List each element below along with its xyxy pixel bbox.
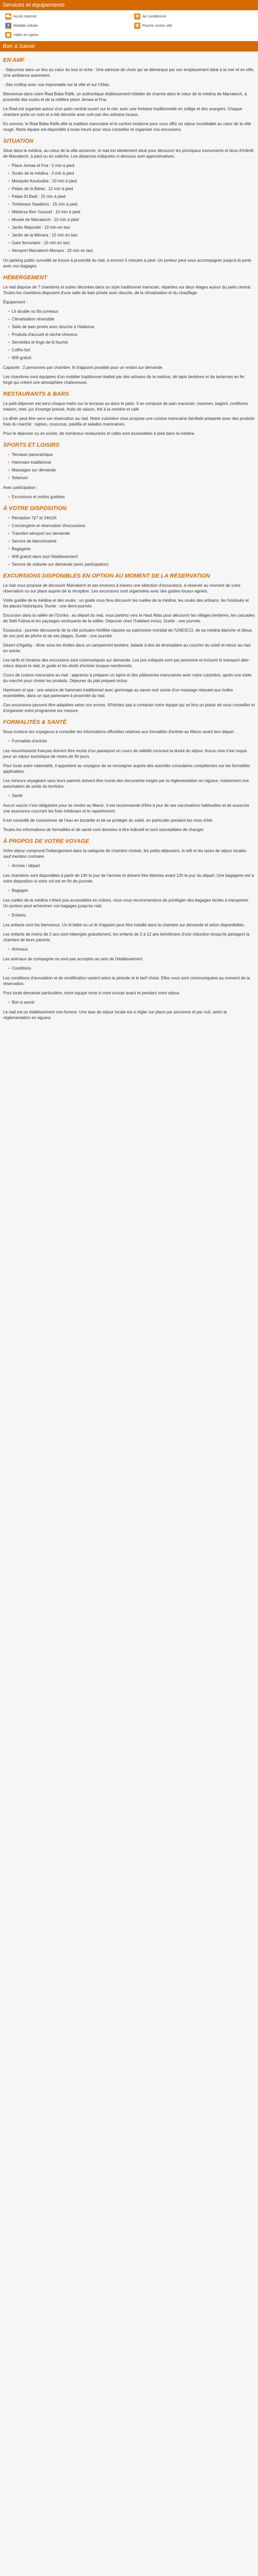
paragraph: Nous invitons les voyageurs à consulter les informations officielles relatives aux formalités d'entrée au Maroc avant leur départ.	[3, 730, 235, 734]
list-item	[8, 946, 255, 952]
bullet-list	[3, 515, 255, 567]
section-title-apropos: À PROPOS DE VOTRE VOYAGE	[3, 838, 89, 844]
section-title-disposition: À VOTRE DISPOSITION	[3, 505, 67, 512]
paragraph: Les ressortissants français doivent être munis d'un passeport en cours de validité couvrant la durée du séjour. Aucun visa n'est requis pour un séjour touristique de moins de 90 jours.	[3, 749, 247, 759]
bullet-list	[3, 888, 255, 893]
list-item	[8, 332, 255, 337]
list-item	[8, 965, 255, 971]
paragraph: Visite guidée de la médina et des souks : un guide vous fera découvrir les ruelles de la médina, les souks des artisans, les fondouks et les places historiques. Durée : une demi-journée.	[3, 598, 249, 608]
bullet-list	[3, 793, 255, 799]
paragraph: Les chambres sont disponibles à partir de 14h le jour de l'arrivée et doivent être libérées avant 12h le jour du départ. Une bagagerie est à votre disposition si votre vol est en fin de journée.	[3, 873, 254, 884]
section-title-bienvenue: EN AMF	[3, 57, 25, 63]
section-title-sports: SPORTS ET LOISIRS	[3, 442, 60, 448]
list-item	[8, 225, 255, 230]
list-item-text: Service de voiturier sur demande (avec participation)	[11, 562, 109, 567]
paragraph: Les mineurs voyageant sans leurs parents doivent être munis des documents exigés par la réglementation en vigueur, notamment une autorisation de sortie du territoire.	[3, 778, 249, 789]
list-item-text: Conciergerie et réservation d'excursions	[11, 523, 86, 528]
aircon-icon: ❄	[134, 13, 140, 20]
paragraph: Toutes les informations de formalités et de santé sont données à titre indicatif et sont susceptibles de changer.	[3, 827, 205, 832]
paragraph: Désert d'Agafay : dîner sous les étoiles dans un campement berbère, balade à dos de dromadaire au coucher du soleil et retour au riad en soirée.	[3, 643, 251, 653]
paragraph: Hammam et spa : une séance de hammam traditionnel avec gommage au savon noir suivie d'un massage relaxant aux huiles essentielles, dans un spa partenaire à proximité du riad.	[3, 688, 233, 698]
list-item	[8, 163, 255, 168]
section-title-restauration: RESTAURANTS & BARS	[3, 391, 69, 397]
paragraph: Les animaux de compagnie ne sont pas acceptés au sein de l'établissement.	[3, 957, 143, 961]
service-label: Accès Internet	[13, 14, 37, 19]
list-item-text: Salle de bain privée avec douche à l'italienne	[11, 325, 94, 329]
paragraph: Les conditions d'annulation et de modification varient selon la période et le tarif choisi. Elles vous sont communiquées au moment de la réservation.	[3, 976, 250, 986]
paragraph: Le riad vous propose de découvrir Marrakech et ses environs à travers une sélection d'excursions, à réserver au moment de votre réservation ou sur place auprès de la réception. Les excursions sont organisées avec des guides locaux agréés.	[3, 583, 240, 594]
list-item	[8, 347, 255, 353]
paragraph: Pour le déjeuner ou en soirée, de nombreux restaurants et cafés sont accessibles à pied dans la médina.	[3, 431, 196, 436]
list-item-text: Jardin Majorelle : 10 min en taxi	[11, 225, 70, 230]
services-grid	[0, 10, 258, 41]
paragraph: Les ruelles de la médina n'étant pas accessibles en voiture, nous vous recommandons de privilégier des bagages faciles à transporter. Un porteur peut acheminer vos bagages jusqu'au riad.	[3, 898, 249, 908]
bullet-list	[3, 738, 255, 744]
list-item-text: Musée de Marrakech : 10 min à pied	[11, 217, 79, 222]
service-label: Vidéo en option	[13, 33, 39, 37]
list-item-text: Excursions et visites guidées	[11, 495, 65, 499]
list-item-text: Hammam traditionnel	[11, 460, 51, 465]
paragraph: Les enfants de moins de 2 ans sont hébergés gratuitement, les enfants de 2 à 12 ans bénéficient d'une réduction lorsqu'ils partagent la chambre de leurs parents.	[3, 932, 250, 942]
list-item-text: Service de blanchisserie	[11, 539, 57, 544]
list-item-text: Climatisation réversible	[11, 317, 55, 321]
list-item	[8, 888, 255, 893]
list-item	[8, 515, 255, 521]
list-item	[8, 546, 255, 552]
bullet-list	[3, 999, 255, 1005]
list-item-text: Aéroport Marrakech-Menara : 20 min en taxi	[11, 248, 93, 253]
paragraph: Excursion dans la vallée de l'Ourika : au départ du riad, vous partirez vers le Haut Atlas pour découvrir les villages berbères, les cascades de Setti Fatma et les paysages verdoyants de la vallée. Déjeuner chez l'habitant inclus. Durée : une journée.	[3, 613, 255, 623]
list-item	[8, 240, 255, 246]
list-item-text: Mosquée Koutoubia : 10 min à pied	[11, 179, 77, 183]
list-item	[8, 863, 255, 869]
paragraph: En somme, le Riad Baba Rafik allie la tradition marocaine et le confort moderne pour vous offrir un séjour inoubliable au cœur de la ville rouge. Notre équipe est disponible à toute heure pour vous conseiller et organiser vos excursions.	[3, 122, 251, 132]
paragraph: Il est conseillé de consommer de l'eau en bouteille et de se protéger du soleil, en particulier pendant les mois d'été.	[3, 818, 214, 823]
list-item	[8, 309, 255, 314]
list-item-text: Place Jemaa el Fna : 5 min à pied	[11, 163, 74, 168]
list-item-text: Solarium	[11, 476, 28, 480]
paragraph: Les tarifs et horaires des excursions sont communiqués sur demande. Les prix indiqués sont par personne et incluent le transport aller-retour depuis le riad, le guide et les droits d'entrée lorsque mentionnés.	[3, 658, 250, 668]
bullet-list	[3, 452, 255, 481]
list-item-text: Souks de la médina : 3 min à pied	[11, 171, 74, 176]
list-item	[8, 340, 255, 345]
bullet-list	[3, 309, 255, 361]
list-item	[8, 999, 255, 1005]
list-item-text: Bagagerie	[11, 547, 31, 551]
section-title-situation: SITUATION	[3, 138, 34, 144]
list-item	[8, 475, 255, 481]
list-item	[8, 201, 255, 207]
list-item-text: Santé	[11, 793, 23, 798]
list-item-text: Bagages	[11, 888, 28, 893]
list-item	[8, 738, 255, 744]
list-item	[8, 355, 255, 361]
service-item	[5, 13, 124, 20]
paragraph: Situé dans la médina, au cœur de la ville ancienne, le riad est idéalement situé pour découvrir les principaux monuments et lieux d'intérêt de Marrakech, à pied ou en calèche. Les distances indiquées ci-dessous sont approximatives.	[3, 148, 254, 159]
service-label: Proche centre ville	[142, 24, 172, 28]
list-item	[8, 171, 255, 176]
list-item	[8, 324, 255, 330]
section-title-formalites: FORMALITÉS & SANTÉ	[3, 719, 67, 725]
service-item	[134, 13, 253, 20]
list-item	[8, 232, 255, 238]
list-item	[8, 538, 255, 544]
list-item	[8, 523, 255, 529]
paragraph: Le Riad est organisé autour d'un patio central ouvert sur le ciel, avec une fontaine traditionnelle en zellige et des orangers. Chaque chambre porte un nom et a été décorée avec soin par des artisans locaux.	[3, 107, 243, 117]
list-item	[8, 554, 255, 560]
bullet-list	[3, 912, 255, 918]
list-item	[8, 467, 255, 473]
video-icon: ▣	[5, 32, 11, 38]
list-item-text: Produits d'accueil et sèche-cheveux	[11, 332, 78, 337]
paragraph: Équipement :	[3, 300, 28, 304]
list-item-text: Formalités d'entrée	[11, 739, 47, 743]
list-item-text: Lit double ou lits jumeaux	[11, 309, 59, 314]
list-item	[8, 452, 255, 457]
list-item-text: Animaux	[11, 947, 28, 952]
list-item	[8, 209, 255, 215]
paragraph: Votre séjour comprend l'hébergement dans la catégorie de chambre choisie, les petits-déjeuners, le wifi et les taxes de séjour locales sauf mention contraire.	[3, 849, 247, 859]
list-item-text: Jardin de la Ménara : 15 min en taxi	[11, 233, 77, 238]
list-item	[8, 793, 255, 799]
bullet-list	[3, 965, 255, 971]
wheelchair-icon: ♿	[6, 23, 11, 28]
list-item	[8, 248, 255, 253]
paragraph: Essaouira : journée découverte de la cité portuaire fortifiée classée au patrimoine mondial de l'UNESCO, de sa médina blanche et bleue, de son port de pêche et de ses plages. Durée : une journée.	[3, 628, 253, 638]
paragraph: - Séjournez dans un lieu au cœur du tout et riche : Une adresse de choix qui se démarque par son emplacement idéal à la mer et en ville, Une ambiance autrement.	[3, 67, 254, 78]
good-to-know-banner: Bon à Savoir	[0, 41, 258, 52]
list-item-text: Enfants	[11, 913, 26, 918]
bullet-list	[3, 946, 255, 952]
section-title-excursions: EXCURSIONS DISPONIBLES EN OPTION AU MOMENT DE LA RÉSERVATION	[3, 573, 210, 579]
list-item-text: Conditions	[11, 966, 31, 971]
list-item	[8, 494, 255, 500]
bullet-list	[3, 494, 255, 500]
list-item	[8, 531, 255, 536]
list-item	[8, 178, 255, 184]
list-item	[8, 912, 255, 918]
list-item-text: Terrasse panoramique	[11, 452, 53, 457]
service-item	[5, 32, 124, 38]
paragraph: Pour toute demande particulière, notre équipe reste à votre écoute avant et pendant votre séjour.	[3, 991, 181, 995]
pets-icon: ✿	[134, 23, 140, 29]
paragraph: Bienvenue dans notre Riad Baba Rafik, un authentique établissement hôtelier de charme dans le cœur de la médina de Marrakech, à proximité des souks et de la célèbre place Jemaa el Fna.	[3, 92, 247, 102]
paragraph: Le riad est un établissement non-fumeur. Une taxe de séjour locale est à régler sur place par personne et par nuit, selon la réglementation en vigueur.	[3, 1010, 227, 1020]
list-item-text: Palais El Badi : 15 min à pied	[11, 194, 66, 199]
paragraph: Capacité : 2 personnes par chambre, lit d'appoint possible pour un enfant sur demande.	[3, 365, 164, 370]
services-panel	[0, 0, 258, 41]
list-item-text: Bon à savoir	[11, 1000, 35, 1005]
car-icon: ⛟	[5, 14, 11, 19]
description-content	[0, 52, 258, 1030]
list-item	[8, 194, 255, 199]
list-item-text: Transfert aéroport sur demande	[11, 531, 70, 536]
section-title-hebergement: HÉBERGEMENT	[3, 275, 47, 281]
paragraph: Pour toute autre nationalité, il appartient au voyageur de se renseigner auprès des autorités consulaires compétentes sur les formalités applicables.	[3, 764, 250, 774]
list-item-text: Wifi gratuit	[11, 355, 31, 360]
service-label: Mobilité réduite	[13, 24, 38, 28]
list-item-text: Réception 7j/7 et 24h/24	[11, 516, 57, 520]
list-item	[8, 562, 255, 567]
service-item	[5, 23, 124, 29]
service-label: Air conditionné	[142, 14, 167, 19]
list-item-text: Coffre-fort	[11, 348, 30, 352]
list-item-text: Serviettes et linge de lit fournis	[11, 340, 68, 345]
paragraph: - Ses rooftop avec vue imprenable sur la ville et sur l'Atlas.	[3, 82, 110, 87]
list-item-text: Massages sur demande	[11, 468, 56, 472]
paragraph: Les enfants sont les bienvenus. Un lit bébé ou un lit d'appoint peut être installé dans la chambre sur demande et selon disponibilités.	[3, 923, 245, 927]
paragraph: Ces excursions peuvent être adaptées selon vos envies. N'hésitez pas à contacter notre équipe qui se fera un plaisir de vous conseiller et d'organiser votre programme sur mesure.	[3, 703, 255, 713]
list-item-text: Palais de la Bahia : 12 min à pied	[11, 187, 73, 191]
list-item-text: Arrivée / départ	[11, 863, 40, 868]
list-item	[8, 316, 255, 322]
list-item-text: Tombeaux Saadiens : 15 min à pied	[11, 202, 78, 207]
paragraph: Le riad dispose de 7 chambres et suites décorées dans un style traditionnel marocain, réparties sur deux étages autour du patio central. Toutes les chambres disposent d'une salle de bain privée avec douche, de la climatisation et du chauffage.	[3, 285, 252, 295]
list-item	[8, 217, 255, 223]
paragraph: Le dîner peut être servi sur réservation au riad. Notre cuisinière vous propose une cuisine marocaine familiale préparée avec des produits frais du marché : tajines, couscous, pastilla et salades marocaines.	[3, 416, 255, 427]
bullet-list	[3, 863, 255, 869]
list-item-text: Médersa Ben Youssef : 10 min à pied	[11, 210, 80, 214]
service-item	[134, 23, 253, 29]
list-item	[8, 460, 255, 465]
paragraph: Aucun vaccin n'est obligatoire pour se rendre au Maroc. Il est recommandé d'être à jour de ses vaccinations habituelles et de souscrire une assurance couvrant les frais médicaux et le rapatriement.	[3, 803, 250, 814]
list-item-text: Gare ferroviaire : 15 min en taxi	[11, 241, 70, 245]
list-item-text: Wifi gratuit dans tout l'établissement	[11, 554, 78, 559]
paragraph: Avec participation :	[3, 485, 38, 490]
list-item	[8, 186, 255, 192]
services-header: Services et équipements	[0, 0, 258, 10]
paragraph: Un parking public surveillé se trouve à proximité du riad, à environ 5 minutes à pied. Un porteur peut vous accompagner jusqu'à la porte avec vos bagages.	[3, 258, 251, 268]
paragraph: Les chambres sont équipées d'un mobilier traditionnel réalisé par des artisans de la médina, de tapis berbères et de lanternes en fer forgé qui créent une atmosphère chaleureuse.	[3, 375, 245, 385]
bullet-list	[3, 163, 255, 253]
paragraph: Cours de cuisine marocaine au riad : apprenez à préparer un tajine et des pâtisseries marocaines avec notre cuisinière, après une visite du marché pour choisir les produits. Déjeuner du plat préparé inclus.	[3, 673, 252, 683]
paragraph: Le petit-déjeuner est servi chaque matin sur la terrasse ou dans le patio. Il se compose de pain marocain, msemen, baghrir, confitures maison, miel, jus d'orange pressé, fruits de saison, thé à la menthe et café.	[3, 401, 248, 412]
